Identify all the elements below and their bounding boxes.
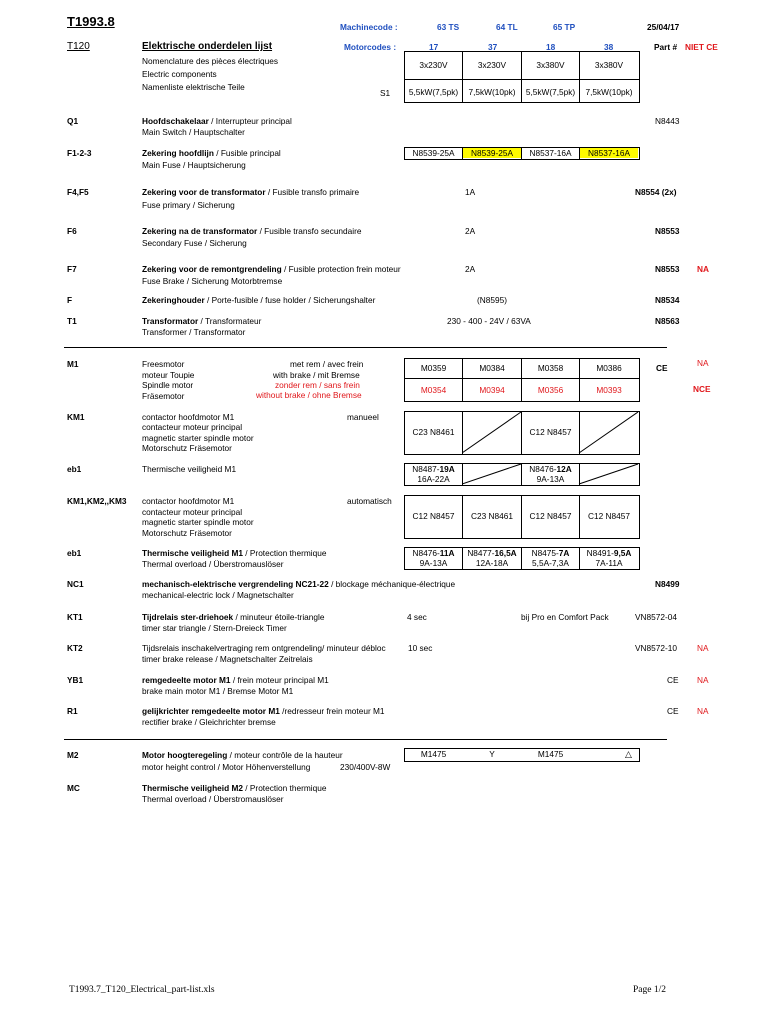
fuse-cell: N8537-16A	[529, 148, 572, 158]
ce-label: CE	[667, 675, 679, 685]
row-description: Thermische veiligheid M2 / Protection thermique	[142, 783, 327, 793]
motor-cell: M0356	[537, 385, 564, 395]
row-description-2: rectifier brake / Gleichrichter bremse	[142, 717, 276, 727]
row-description: contacteur moteur principal	[142, 507, 243, 517]
motorcode-2: 37	[488, 42, 498, 52]
row-description-2: Transformer / Transformator	[142, 327, 246, 337]
row-description: Fräsemotor	[142, 391, 185, 401]
row-description-2: motor height control / Motor Höhenverstellung	[142, 762, 311, 772]
row-description-2: Fuse Brake / Sicherung Motorbtremse	[142, 276, 283, 286]
machinecode-3: 65 TP	[553, 22, 576, 32]
thermal-range: 16A-22A	[417, 474, 450, 484]
option-with-brake-2: with brake / mit Bremse	[273, 370, 360, 380]
footer-filename: T1993.7_T120_Electrical_part-list.xls	[69, 985, 215, 995]
part-number: VN8572-04	[635, 612, 677, 622]
row-description-2: Main Fuse / Hauptsicherung	[142, 160, 246, 170]
row-description-2: mechanical-electric lock / Magnetschalter	[142, 590, 294, 600]
motor-cell: M0394	[479, 385, 505, 395]
row-description: moteur Toupie	[142, 370, 195, 380]
row-value: 1A	[465, 187, 476, 197]
motor-spec: 230/400V-8W	[340, 762, 391, 772]
thermal-cell: N8487-19A	[412, 464, 455, 474]
fuse-cell: N8539-25A	[471, 148, 513, 158]
height-motor-cell: M1475	[420, 749, 447, 759]
part-number: N8553	[655, 226, 680, 236]
row-code: KT2	[67, 643, 83, 653]
row-description: Thermische veiligheid M1 / Protection thermique	[142, 548, 327, 558]
row-description: remgedeelte motor M1 / frein moteur principal M1	[142, 675, 329, 685]
thermal-cell: N8491-9,5A	[586, 548, 632, 558]
footer-page: Page 1/2	[633, 985, 666, 995]
row-description-2: Thermal overload / Überstromauslöser	[142, 794, 284, 804]
row-code: KM1,KM2,,KM3	[67, 496, 127, 506]
row-description: Motor hoogteregeling / moteur contrôle de la hauteur	[142, 750, 343, 760]
na-flag: NA	[697, 264, 709, 274]
row-description: Tijdsrelais inschakelvertraging rem ontgrendeling/ minuteur débloc	[142, 643, 386, 653]
row-description: Transformator / Transformateur	[142, 316, 262, 326]
row-code: F7	[67, 264, 77, 274]
s1-label: S1	[380, 88, 391, 98]
ce-label: CE	[656, 363, 668, 373]
na-flag: NA	[697, 358, 709, 368]
row-code: T1	[67, 316, 77, 326]
power-2: 7,5kW(10pk)	[468, 87, 516, 97]
thermal-cell: N8477-16,5A	[467, 548, 517, 558]
row-description: contactor hoofdmotor M1	[142, 496, 235, 506]
power-3: 5,5kW(7,5pk)	[525, 87, 576, 97]
subtitle-de: Namenliste elektrische Teile	[142, 82, 245, 92]
row-code: eb1	[67, 548, 82, 558]
machinecode-1: 63 TS	[437, 22, 460, 32]
thermal-range: 12A-18A	[475, 558, 509, 568]
thermal-range: 7A-11A	[595, 558, 623, 568]
voltage-2: 3x230V	[477, 60, 507, 70]
row-code: Q1	[67, 116, 79, 126]
row-description: Thermische veiligheid M1	[142, 464, 237, 474]
row-value: 2A	[465, 226, 476, 236]
motor-cell: M0393	[596, 385, 622, 395]
voltage-3: 3x380V	[536, 60, 565, 70]
contactor-cell: C12 N8457	[529, 511, 572, 521]
row-code: KT1	[67, 612, 83, 622]
motor-cell: M0354	[420, 385, 447, 395]
contactor-cell: C12 N8457	[412, 511, 455, 521]
row-description-2: Main Switch / Hauptschalter	[142, 127, 245, 137]
part-number: VN8572-10	[635, 643, 677, 653]
voltage-4: 3x380V	[594, 60, 624, 70]
row-value: 2A	[465, 264, 476, 274]
thermal-cell: N8476-11A	[412, 548, 455, 558]
row-description: Zekering na de transformator / Fusible transfo secundaire	[142, 226, 362, 236]
part-number: N8553	[655, 264, 680, 274]
motor-cell: M0359	[420, 363, 447, 373]
row-code: F4,F5	[67, 187, 89, 197]
power-1: 5,5kW(7,5pk)	[408, 87, 459, 97]
row-description: magnetic starter spindle motor	[142, 433, 254, 443]
option-without-brake: zonder rem / sans frein	[275, 380, 360, 390]
row-description: Freesmotor	[142, 359, 185, 369]
thermal-range: 9A-13A	[419, 558, 448, 568]
row-code: F1-2-3	[67, 148, 92, 158]
machinecode-2: 64 TL	[496, 22, 518, 32]
doc-title: Elektrische onderdelen lijst	[142, 41, 273, 52]
row-description-2: brake main motor M1 / Bremse Motor M1	[142, 686, 294, 696]
row-value: (N8595)	[477, 295, 507, 305]
row-description-2: Thermal overload / Überstromauslöser	[142, 559, 284, 569]
thermal-range: 5,5A-7,3A	[532, 558, 569, 568]
part-number: N8499	[655, 579, 680, 589]
option-without-brake-2: without brake / ohne Bremse	[256, 390, 362, 400]
row-description: Zekering hoofdlijn / Fusible principal	[142, 148, 281, 158]
row-description: Spindle motor	[142, 380, 194, 390]
row-description: Zekering voor de transformator / Fusible transfo primaire	[142, 187, 360, 197]
thermal-cell: N8475-7A	[531, 548, 570, 558]
row-note: bij Pro en Comfort Pack	[521, 612, 609, 622]
row-description: Hoofdschakelaar / Interrupteur principal	[142, 116, 292, 126]
section-divider	[64, 739, 667, 740]
row-code: MC	[67, 783, 80, 793]
row-description: Motorschutz Fräsemotor	[142, 443, 232, 453]
row-description-2: Secondary Fuse / Sicherung	[142, 238, 247, 248]
part-number: N8534	[655, 295, 680, 305]
mode-label: automatisch	[347, 496, 392, 506]
row-description-2: Fuse primary / Sicherung	[142, 200, 235, 210]
model-name: T120	[67, 41, 90, 52]
option-with-brake: met rem / avec frein	[290, 359, 364, 369]
motorcode-3: 18	[546, 42, 556, 52]
height-motor-cell: Y	[489, 749, 495, 759]
row-description: Tijdrelais ster-driehoek / minuteur étoile-triangle	[142, 612, 325, 622]
row-code: F6	[67, 226, 77, 236]
row-code: F	[67, 295, 73, 305]
row-description: magnetic starter spindle motor	[142, 517, 254, 527]
voltage-1: 3x230V	[419, 60, 448, 70]
na-flag: NA	[697, 706, 709, 716]
mode-label: manueel	[347, 412, 379, 422]
thermal-cell: N8476-12A	[529, 464, 572, 474]
row-code: M2	[67, 750, 79, 760]
nce-flag: NCE	[693, 384, 711, 394]
fuse-cell: N8539-25A	[412, 148, 455, 158]
motorcode-1: 17	[429, 42, 439, 52]
motor-cell: M0386	[596, 363, 622, 373]
motorcode-4: 38	[604, 42, 614, 52]
row-value: 10 sec	[408, 643, 433, 653]
part-number: N8563	[655, 316, 680, 326]
ce-label: CE	[667, 706, 679, 716]
row-code: KM1	[67, 412, 85, 422]
subtitle-en: Electric components	[142, 69, 217, 79]
row-value: 230 - 400 - 24V / 63VA	[447, 316, 531, 326]
row-description-2: timer star triangle / Stern-Dreieck Timer	[142, 623, 287, 633]
row-description: Zekering voor de remontgrendeling / Fusible protection frein moteur	[142, 264, 401, 274]
contactor-cell: C23 N8461	[471, 511, 513, 521]
na-flag: NA	[697, 643, 709, 653]
motor-cell: M0384	[479, 363, 505, 373]
row-description: contacteur moteur principal	[142, 422, 243, 432]
row-description: gelijkrichter remgedeelte motor M1 /redresseur frein moteur M1	[142, 706, 385, 716]
subtitle-fr: Nomenclature des pièces électriques	[142, 56, 279, 66]
doc-date: 25/04/17	[647, 22, 680, 32]
height-motor-cell: M1475	[537, 749, 564, 759]
niet-ce-label: NIET CE	[685, 42, 718, 52]
delta-icon: △	[625, 749, 632, 759]
contactor-cell: C23 N8461	[412, 427, 455, 437]
row-code: NC1	[67, 579, 84, 589]
machinecode-label: Machinecode :	[340, 22, 398, 32]
contactor-cell: C12 N8457	[529, 427, 572, 437]
part-number: N8443	[655, 116, 680, 126]
contactor-cell: C12 N8457	[588, 511, 630, 521]
row-description: mechanisch-elektrische vergrendeling NC21-22 / blockage méchanique-électrique	[142, 579, 456, 589]
row-value: 4 sec	[407, 612, 427, 622]
motorcodes-label: Motorcodes :	[344, 42, 397, 52]
row-code: eb1	[67, 464, 82, 474]
row-code: YB1	[67, 675, 84, 685]
thermal-range: 9A-13A	[536, 474, 565, 484]
section-divider	[64, 347, 667, 348]
doc-number: T1993.8	[67, 14, 115, 29]
na-flag: NA	[697, 675, 709, 685]
row-description: Zekeringhouder / Porte-fusible / fuse holder / Sicherungshalter	[142, 295, 376, 305]
part-label: Part #	[654, 42, 678, 52]
row-code: M1	[67, 359, 79, 369]
row-description: Motorschutz Fräsemotor	[142, 528, 232, 538]
power-4: 7,5kW(10pk)	[585, 87, 633, 97]
motor-cell: M0358	[537, 363, 564, 373]
row-description-2: timer brake release / Magnetschalter Zeitrelais	[142, 654, 313, 664]
part-number: N8554 (2x)	[635, 187, 677, 197]
row-code: R1	[67, 706, 78, 716]
fuse-cell: N8537-16A	[588, 148, 630, 158]
row-description: contactor hoofdmotor M1	[142, 412, 235, 422]
